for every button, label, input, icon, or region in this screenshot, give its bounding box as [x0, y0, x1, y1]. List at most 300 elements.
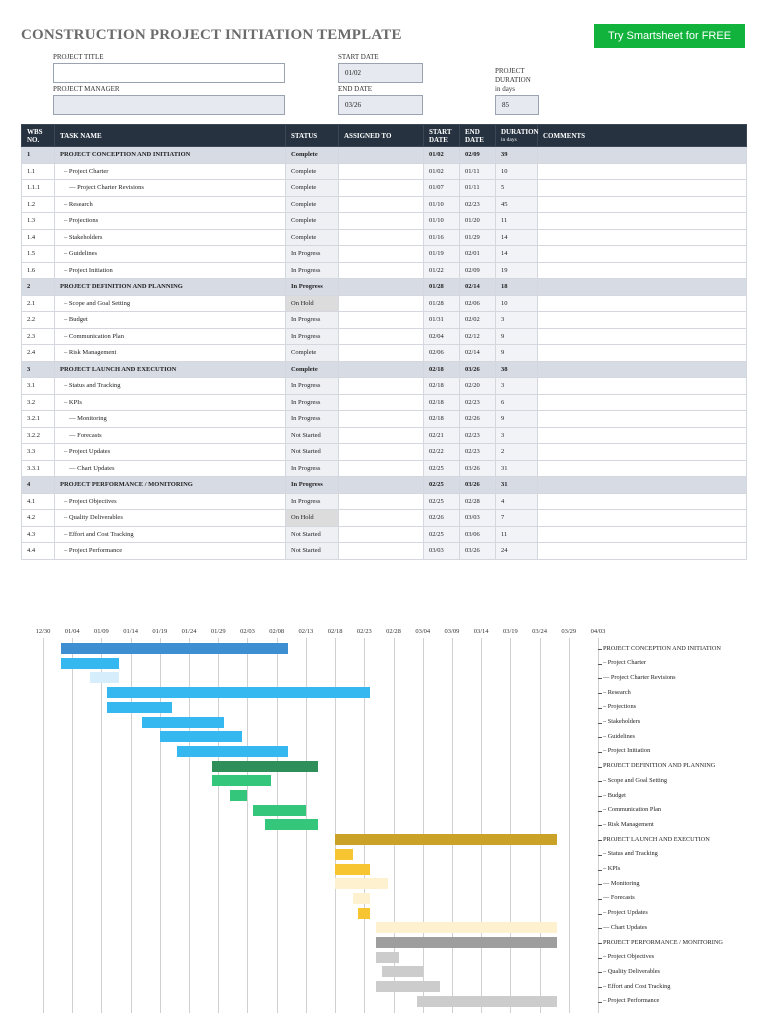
gantt-bar: [212, 761, 317, 772]
cell-comments[interactable]: [538, 279, 747, 296]
cell-wbs[interactable]: 3.1: [22, 378, 55, 395]
cell-start[interactable]: 02/18: [424, 411, 460, 428]
gantt-task-label: – Risk Management: [603, 820, 654, 828]
cell-status[interactable]: In Progress: [286, 328, 339, 345]
gantt-gridline: [72, 638, 73, 1013]
cell-wbs[interactable]: 1.5: [22, 246, 55, 263]
cell-duration[interactable]: 4: [496, 493, 538, 510]
cell-end[interactable]: 03/03: [460, 510, 496, 527]
gantt-x-tick-label: 01/09: [94, 628, 109, 635]
cell-task[interactable]: – Quality Deliverables: [55, 510, 286, 527]
cell-task[interactable]: — Monitoring: [55, 411, 286, 428]
gantt-label-tick: [598, 914, 602, 915]
cell-end[interactable]: 03/06: [460, 526, 496, 543]
header-duration-sub: in days: [501, 136, 517, 143]
cell-assigned[interactable]: [339, 510, 424, 527]
cell-status[interactable]: Complete: [286, 163, 339, 180]
gantt-label-tick: [598, 737, 602, 738]
cell-assigned[interactable]: [339, 543, 424, 560]
cell-duration[interactable]: 31: [496, 477, 538, 494]
cell-comments[interactable]: [538, 543, 747, 560]
gantt-gridline: [569, 638, 570, 1013]
cell-wbs[interactable]: 4.3: [22, 526, 55, 543]
gantt-x-tick-label: 02/13: [298, 628, 314, 635]
table-row[interactable]: [22, 229, 747, 246]
cell-start[interactable]: 02/25: [424, 493, 460, 510]
table-row[interactable]: [22, 510, 747, 527]
cell-task[interactable]: – Project Objectives: [55, 493, 286, 510]
cell-status[interactable]: In Progress: [286, 279, 339, 296]
gantt-x-tick-label: 01/29: [210, 628, 226, 635]
cell-start[interactable]: 02/25: [424, 460, 460, 477]
cell-assigned[interactable]: [339, 493, 424, 510]
cell-task[interactable]: – Project Performance: [55, 543, 286, 560]
cell-assigned[interactable]: [339, 328, 424, 345]
header-status: STATUS: [286, 125, 339, 147]
cell-comments[interactable]: [538, 378, 747, 395]
cell-duration[interactable]: 11: [496, 213, 538, 230]
cell-task[interactable]: – Guidelines: [55, 246, 286, 263]
cell-status[interactable]: In Progress: [286, 493, 339, 510]
cell-assigned[interactable]: [339, 147, 424, 164]
table-section-row[interactable]: [22, 477, 747, 494]
table-row[interactable]: [22, 427, 747, 444]
cell-start[interactable]: 02/22: [424, 444, 460, 461]
cell-task[interactable]: — Chart Updates: [55, 460, 286, 477]
gantt-x-tick-label: 03/29: [561, 628, 577, 635]
gantt-x-tick-label: 03/09: [444, 628, 460, 635]
cell-duration[interactable]: 14: [496, 246, 538, 263]
cell-task[interactable]: — Project Charter Revisions: [55, 180, 286, 197]
cell-status[interactable]: Not Started: [286, 444, 339, 461]
gantt-x-tick-label: 01/24: [181, 628, 197, 635]
cell-start[interactable]: 02/26: [424, 510, 460, 527]
cell-duration[interactable]: 7: [496, 510, 538, 527]
cell-assigned[interactable]: [339, 394, 424, 411]
cell-assigned[interactable]: [339, 246, 424, 263]
cell-task[interactable]: PROJECT LAUNCH AND EXECUTION: [55, 361, 286, 378]
gantt-label-tick: [598, 781, 602, 782]
cell-start[interactable]: 02/06: [424, 345, 460, 362]
gantt-label-tick: [598, 958, 602, 959]
cell-duration[interactable]: 11: [496, 526, 538, 543]
cell-start[interactable]: 02/04: [424, 328, 460, 345]
cell-wbs[interactable]: 2.2: [22, 312, 55, 329]
cell-status[interactable]: Complete: [286, 180, 339, 197]
table-row[interactable]: [22, 378, 747, 395]
cell-status[interactable]: Complete: [286, 361, 339, 378]
gantt-bar: [253, 805, 306, 816]
project-duration-field[interactable]: [495, 95, 539, 115]
cell-comments[interactable]: [538, 460, 747, 477]
cell-duration[interactable]: 9: [496, 345, 538, 362]
cell-end[interactable]: 03/26: [460, 361, 496, 378]
cell-duration[interactable]: 19: [496, 262, 538, 279]
cell-task[interactable]: PROJECT CONCEPTION AND INITIATION: [55, 147, 286, 164]
cell-wbs[interactable]: 4: [22, 477, 55, 494]
cell-status[interactable]: Not Started: [286, 427, 339, 444]
cell-task[interactable]: – Risk Management: [55, 345, 286, 362]
cell-assigned[interactable]: [339, 279, 424, 296]
cell-status[interactable]: In Progress: [286, 477, 339, 494]
cell-end[interactable]: 02/09: [460, 262, 496, 279]
gantt-bar: [212, 775, 270, 786]
cell-end[interactable]: 03/26: [460, 477, 496, 494]
cell-comments[interactable]: [538, 394, 747, 411]
cell-status[interactable]: Not Started: [286, 543, 339, 560]
gantt-task-label: PROJECT PERFORMANCE / MONITORING: [603, 938, 723, 946]
gantt-task-label: — Monitoring: [603, 879, 640, 887]
start-date-field[interactable]: [338, 63, 423, 83]
cell-end[interactable]: 02/06: [460, 295, 496, 312]
gantt-bar: [265, 819, 318, 830]
cell-start[interactable]: 02/25: [424, 477, 460, 494]
cell-wbs[interactable]: 2: [22, 279, 55, 296]
cell-assigned[interactable]: [339, 213, 424, 230]
cell-comments[interactable]: [538, 196, 747, 213]
cell-assigned[interactable]: [339, 229, 424, 246]
cell-duration[interactable]: 10: [496, 163, 538, 180]
cell-task[interactable]: – Status and Tracking: [55, 378, 286, 395]
gantt-x-tick-label: 03/04: [415, 628, 431, 635]
cell-start[interactable]: 01/02: [424, 147, 460, 164]
cell-wbs[interactable]: 1.1.1: [22, 180, 55, 197]
cell-comments[interactable]: [538, 493, 747, 510]
gantt-bar: [335, 864, 370, 875]
project-duration-sub: in days: [495, 85, 516, 93]
cell-comments[interactable]: [538, 262, 747, 279]
header-assigned-to: ASSIGNED TO: [339, 125, 424, 147]
cell-wbs[interactable]: 1: [22, 147, 55, 164]
gantt-bar: [358, 908, 370, 919]
cell-task[interactable]: – Budget: [55, 312, 286, 329]
cell-task[interactable]: – Projections: [55, 213, 286, 230]
header-start-date: START DATE: [424, 125, 460, 147]
table-section-row[interactable]: [22, 361, 747, 378]
cell-status[interactable]: Complete: [286, 345, 339, 362]
gantt-task-label: – Scope and Goal Setting: [603, 776, 668, 784]
cell-wbs[interactable]: 1.2: [22, 196, 55, 213]
cell-status[interactable]: On Hold: [286, 295, 339, 312]
table-row[interactable]: [22, 411, 747, 428]
cell-start[interactable]: 01/28: [424, 295, 460, 312]
header-wbs: WBS NO.: [22, 125, 55, 147]
cell-status[interactable]: Complete: [286, 196, 339, 213]
cell-comments[interactable]: [538, 427, 747, 444]
gantt-task-label: — Project Charter Revisions: [603, 673, 676, 681]
cell-duration[interactable]: 9: [496, 328, 538, 345]
cell-duration[interactable]: 2: [496, 444, 538, 461]
cell-assigned[interactable]: [339, 477, 424, 494]
cell-duration[interactable]: 38: [496, 361, 538, 378]
gantt-task-label: – Project Objectives: [603, 953, 655, 961]
cell-assigned[interactable]: [339, 262, 424, 279]
cell-wbs[interactable]: 4.2: [22, 510, 55, 527]
cell-end[interactable]: 01/11: [460, 180, 496, 197]
cell-end[interactable]: 02/20: [460, 378, 496, 395]
cell-status[interactable]: In Progress: [286, 246, 339, 263]
cell-comments[interactable]: [538, 180, 747, 197]
gantt-bar: [177, 746, 288, 757]
table-row[interactable]: [22, 328, 747, 345]
end-date-label: END DATE: [338, 85, 373, 93]
cell-end[interactable]: 03/26: [460, 460, 496, 477]
gantt-label-tick: [598, 870, 602, 871]
cell-assigned[interactable]: [339, 361, 424, 378]
table-row[interactable]: [22, 262, 747, 279]
cell-task[interactable]: PROJECT DEFINITION AND PLANNING: [55, 279, 286, 296]
cell-wbs[interactable]: 2.4: [22, 345, 55, 362]
cell-end[interactable]: 02/23: [460, 427, 496, 444]
table-row[interactable]: [22, 180, 747, 197]
cell-start[interactable]: 01/10: [424, 213, 460, 230]
table-row[interactable]: [22, 213, 747, 230]
cell-wbs[interactable]: 2.1: [22, 295, 55, 312]
cell-status[interactable]: Complete: [286, 147, 339, 164]
cell-start[interactable]: 02/18: [424, 361, 460, 378]
header-task-name: TASK NAME: [55, 125, 286, 147]
cell-wbs[interactable]: 3: [22, 361, 55, 378]
gantt-task-label: PROJECT LAUNCH AND EXECUTION: [603, 835, 710, 843]
gantt-gridline: [423, 638, 424, 1013]
cell-end[interactable]: 03/26: [460, 543, 496, 560]
cell-status[interactable]: Complete: [286, 213, 339, 230]
cell-task[interactable]: – Project Charter: [55, 163, 286, 180]
cell-assigned[interactable]: [339, 180, 424, 197]
gantt-x-tick-label: 01/19: [152, 628, 168, 635]
table-row[interactable]: [22, 163, 747, 180]
cell-comments[interactable]: [538, 477, 747, 494]
cell-duration[interactable]: 14: [496, 229, 538, 246]
end-date-field[interactable]: [338, 95, 423, 115]
try-smartsheet-button[interactable]: Try Smartsheet for FREE: [594, 24, 745, 48]
table-section-row[interactable]: [22, 147, 747, 164]
cell-start[interactable]: 01/22: [424, 262, 460, 279]
cell-task[interactable]: – Project Updates: [55, 444, 286, 461]
cell-assigned[interactable]: [339, 427, 424, 444]
cell-duration[interactable]: 10: [496, 295, 538, 312]
cell-task[interactable]: – Research: [55, 196, 286, 213]
gantt-gridline: [452, 638, 453, 1013]
cell-start[interactable]: 01/16: [424, 229, 460, 246]
cell-task[interactable]: — Forecasts: [55, 427, 286, 444]
gantt-bar: [107, 702, 171, 713]
cell-end[interactable]: 02/26: [460, 411, 496, 428]
cell-end[interactable]: 01/20: [460, 213, 496, 230]
gantt-x-tick-label: 02/08: [269, 628, 285, 635]
cell-status[interactable]: Complete: [286, 229, 339, 246]
cell-assigned[interactable]: [339, 312, 424, 329]
cell-wbs[interactable]: 1.4: [22, 229, 55, 246]
cell-comments[interactable]: [538, 361, 747, 378]
cell-wbs[interactable]: 4.1: [22, 493, 55, 510]
cell-task[interactable]: – Scope and Goal Setting: [55, 295, 286, 312]
gantt-label-tick: [598, 664, 602, 665]
cell-assigned[interactable]: [339, 526, 424, 543]
gantt-bar: [335, 849, 353, 860]
cell-status[interactable]: In Progress: [286, 411, 339, 428]
cell-start[interactable]: 01/28: [424, 279, 460, 296]
header-end-date: END DATE: [460, 125, 496, 147]
cell-task[interactable]: – Stakeholders: [55, 229, 286, 246]
cell-wbs[interactable]: 3.2: [22, 394, 55, 411]
cell-comments[interactable]: [538, 510, 747, 527]
cell-status[interactable]: In Progress: [286, 394, 339, 411]
header-duration: [496, 125, 538, 147]
cell-start[interactable]: 01/02: [424, 163, 460, 180]
cell-assigned[interactable]: [339, 378, 424, 395]
gantt-x-tick-label: 02/03: [240, 628, 255, 635]
gantt-task-label: – Project Updates: [603, 909, 648, 917]
cell-assigned[interactable]: [339, 411, 424, 428]
cell-end[interactable]: 02/23: [460, 394, 496, 411]
cell-duration[interactable]: 5: [496, 180, 538, 197]
cell-comments[interactable]: [538, 411, 747, 428]
gantt-bar: [90, 672, 119, 683]
table-row[interactable]: [22, 295, 747, 312]
gantt-bar: [335, 834, 557, 845]
gantt-label-tick: [598, 825, 602, 826]
gantt-task-label: – Effort and Cost Tracking: [603, 982, 671, 990]
gantt-label-tick: [598, 1002, 602, 1003]
cell-comments[interactable]: [538, 444, 747, 461]
gantt-label-tick: [598, 752, 602, 753]
cell-comments[interactable]: [538, 147, 747, 164]
table-row[interactable]: [22, 526, 747, 543]
cell-task[interactable]: PROJECT PERFORMANCE / MONITORING: [55, 477, 286, 494]
cell-comments[interactable]: [538, 213, 747, 230]
cell-start[interactable]: 03/03: [424, 543, 460, 560]
cell-duration[interactable]: 9: [496, 411, 538, 428]
cell-duration[interactable]: 31: [496, 460, 538, 477]
cell-assigned[interactable]: [339, 444, 424, 461]
cell-end[interactable]: 02/23: [460, 444, 496, 461]
cell-comments[interactable]: [538, 163, 747, 180]
table-section-row[interactable]: [22, 279, 747, 296]
cell-start[interactable]: 02/21: [424, 427, 460, 444]
table-row[interactable]: [22, 543, 747, 560]
gantt-task-label: – Quality Deliverables: [603, 967, 661, 975]
table-row[interactable]: [22, 460, 747, 477]
cell-wbs[interactable]: 1.6: [22, 262, 55, 279]
cell-wbs[interactable]: 3.3.1: [22, 460, 55, 477]
cell-comments[interactable]: [538, 229, 747, 246]
cell-status[interactable]: In Progress: [286, 460, 339, 477]
cell-comments[interactable]: [538, 345, 747, 362]
cell-assigned[interactable]: [339, 163, 424, 180]
cell-wbs[interactable]: 3.3: [22, 444, 55, 461]
cell-duration[interactable]: 3: [496, 378, 538, 395]
cell-end[interactable]: 02/02: [460, 312, 496, 329]
cell-task[interactable]: – Effort and Cost Tracking: [55, 526, 286, 543]
cell-end[interactable]: 02/14: [460, 345, 496, 362]
cell-comments[interactable]: [538, 328, 747, 345]
cell-comments[interactable]: [538, 312, 747, 329]
cell-duration[interactable]: 3: [496, 312, 538, 329]
cell-duration[interactable]: 45: [496, 196, 538, 213]
table-row[interactable]: [22, 312, 747, 329]
cell-start[interactable]: 01/19: [424, 246, 460, 263]
cell-status[interactable]: On Hold: [286, 510, 339, 527]
cell-end[interactable]: 02/14: [460, 279, 496, 296]
gantt-task-label: – Project Performance: [603, 997, 660, 1005]
cell-end[interactable]: 02/12: [460, 328, 496, 345]
gantt-gridline: [43, 638, 44, 1013]
gantt-task-label: – Guidelines: [603, 732, 636, 740]
gantt-task-label: – KPIs: [603, 865, 621, 872]
table-row[interactable]: [22, 196, 747, 213]
table-row[interactable]: [22, 493, 747, 510]
cell-comments[interactable]: [538, 295, 747, 312]
cell-wbs[interactable]: 4.4: [22, 543, 55, 560]
cell-duration[interactable]: 6: [496, 394, 538, 411]
gantt-x-tick-label: 02/28: [386, 628, 401, 635]
cell-start[interactable]: 01/10: [424, 196, 460, 213]
cell-duration[interactable]: 3: [496, 427, 538, 444]
cell-end[interactable]: 01/29: [460, 229, 496, 246]
table-row[interactable]: [22, 394, 747, 411]
gantt-label-tick: [598, 811, 602, 812]
cell-start[interactable]: 02/18: [424, 394, 460, 411]
cell-wbs[interactable]: 1.3: [22, 213, 55, 230]
cell-status[interactable]: Not Started: [286, 526, 339, 543]
cell-assigned[interactable]: [339, 295, 424, 312]
cell-task[interactable]: – Communication Plan: [55, 328, 286, 345]
cell-wbs[interactable]: 3.2.1: [22, 411, 55, 428]
table-row[interactable]: [22, 246, 747, 263]
cell-end[interactable]: 01/11: [460, 163, 496, 180]
table-row[interactable]: [22, 345, 747, 362]
cell-start[interactable]: 01/31: [424, 312, 460, 329]
project-manager-field[interactable]: [53, 95, 285, 115]
table-row[interactable]: [22, 444, 747, 461]
project-title-field[interactable]: [53, 63, 285, 83]
page-title: CONSTRUCTION PROJECT INITIATION TEMPLATE: [21, 27, 402, 43]
gantt-label-tick: [598, 708, 602, 709]
cell-start[interactable]: 01/07: [424, 180, 460, 197]
table-header-row: [22, 125, 747, 147]
cell-status[interactable]: In Progress: [286, 378, 339, 395]
cell-assigned[interactable]: [339, 460, 424, 477]
cell-comments[interactable]: [538, 526, 747, 543]
cell-end[interactable]: 02/28: [460, 493, 496, 510]
cell-assigned[interactable]: [339, 345, 424, 362]
cell-end[interactable]: 02/23: [460, 196, 496, 213]
gantt-task-label: — Chart Updates: [603, 923, 648, 931]
project-title-label: PROJECT TITLE: [53, 53, 104, 61]
gantt-label-tick: [598, 767, 602, 768]
cell-end[interactable]: 02/09: [460, 147, 496, 164]
cell-assigned[interactable]: [339, 196, 424, 213]
cell-comments[interactable]: [538, 246, 747, 263]
cell-task[interactable]: – KPIs: [55, 394, 286, 411]
cell-duration[interactable]: 39: [496, 147, 538, 164]
cell-status[interactable]: In Progress: [286, 262, 339, 279]
cell-wbs[interactable]: 1.1: [22, 163, 55, 180]
cell-start[interactable]: 02/18: [424, 378, 460, 395]
cell-start[interactable]: 02/25: [424, 526, 460, 543]
task-table: [21, 124, 747, 560]
cell-duration[interactable]: 18: [496, 279, 538, 296]
gantt-label-tick: [598, 678, 602, 679]
cell-duration[interactable]: 24: [496, 543, 538, 560]
cell-status[interactable]: In Progress: [286, 312, 339, 329]
gantt-label-tick: [598, 943, 602, 944]
cell-wbs[interactable]: 3.2.2: [22, 427, 55, 444]
cell-end[interactable]: 02/01: [460, 246, 496, 263]
cell-wbs[interactable]: 2.3: [22, 328, 55, 345]
cell-task[interactable]: – Project Initiation: [55, 262, 286, 279]
